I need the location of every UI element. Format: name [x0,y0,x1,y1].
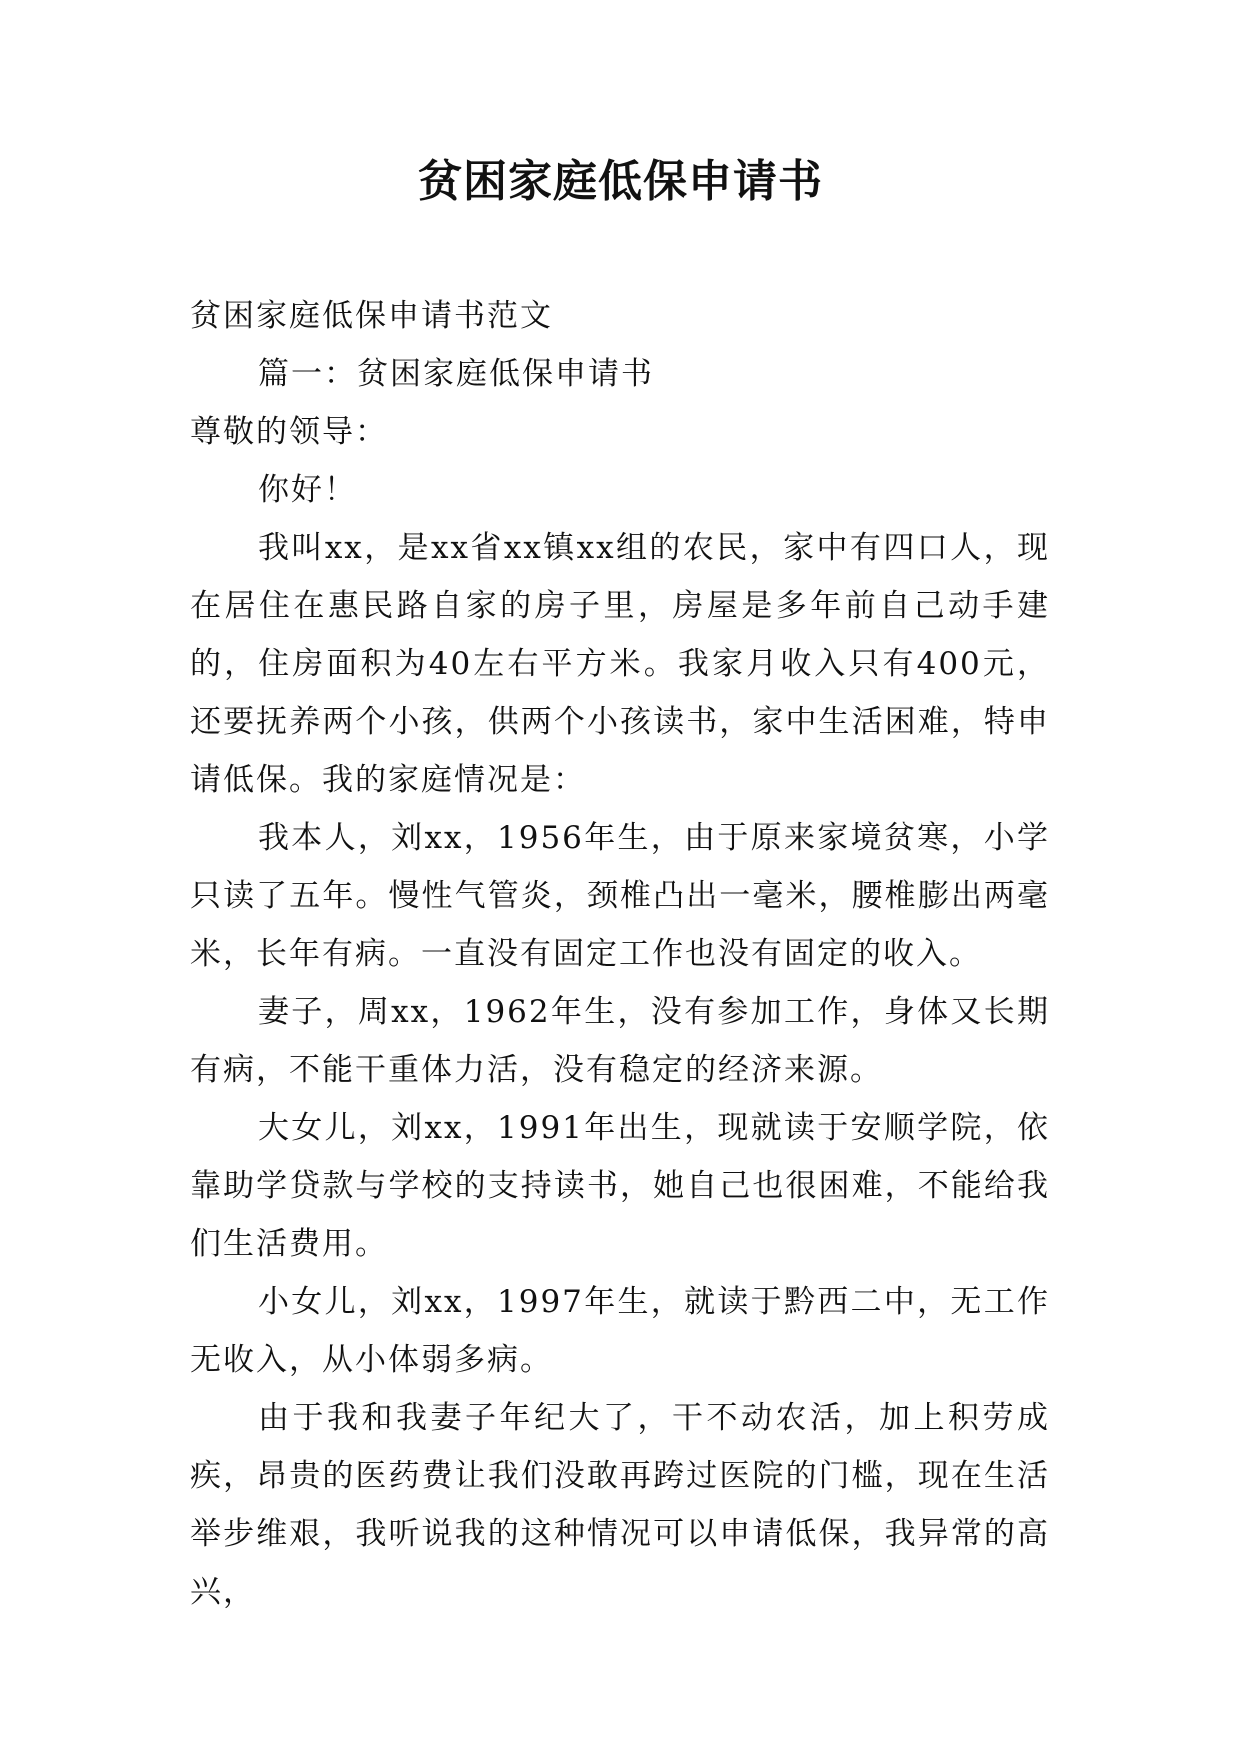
paragraph-family-overview: 我叫xx，是xx省xx镇xx组的农民，家中有四口人，现在居住在惠民路自家的房子里，房屋是多年前自己动手建的，住房面积为40左右平方米。我家月收入只有400元，还要抚养两个小孩，供两个小孩读书，家中生活困难，特申请低保。我的家庭情况是： [190,530,1050,798]
paragraph-hardship: 由于我和我妻子年纪大了，干不动农活，加上积劳成疾，昂贵的医药费让我们没敢再跨过医院的门槛，现在生活举步维艰，我听说我的这种情况可以申请低保，我异常的高兴， [190,1400,1050,1610]
document-subtitle: 贫困家庭低保申请书范文 [190,298,553,334]
paragraph-wife: 妻子，周xx，1962年生，没有参加工作，身体又长期有病，不能干重体力活，没有稳定的经济来源。 [190,994,1050,1088]
paragraph-younger-daughter: 小女儿，刘xx，1997年生，就读于黔西二中，无工作无收入，从小体弱多病。 [190,1284,1050,1378]
document-title: 贫困家庭低保申请书 [418,156,823,207]
document-body [190,287,1050,1621]
salutation: 尊敬的领导： [190,414,388,450]
greeting: 你好！ [258,472,357,508]
paragraph-applicant: 我本人，刘xx，1956年生，由于原来家境贫寒，小学只读了五年。慢性气管炎，颈椎凸出一毫米，腰椎膨出两毫米，长年有病。一直没有固定工作也没有固定的收入。 [190,820,1050,972]
section-heading: 篇一：贫困家庭低保申请书 [258,356,654,392]
paragraph-elder-daughter: 大女儿，刘xx，1991年出生，现就读于安顺学院，依靠助学贷款与学校的支持读书，她自己也很困难，不能给我们生活费用。 [190,1110,1050,1262]
